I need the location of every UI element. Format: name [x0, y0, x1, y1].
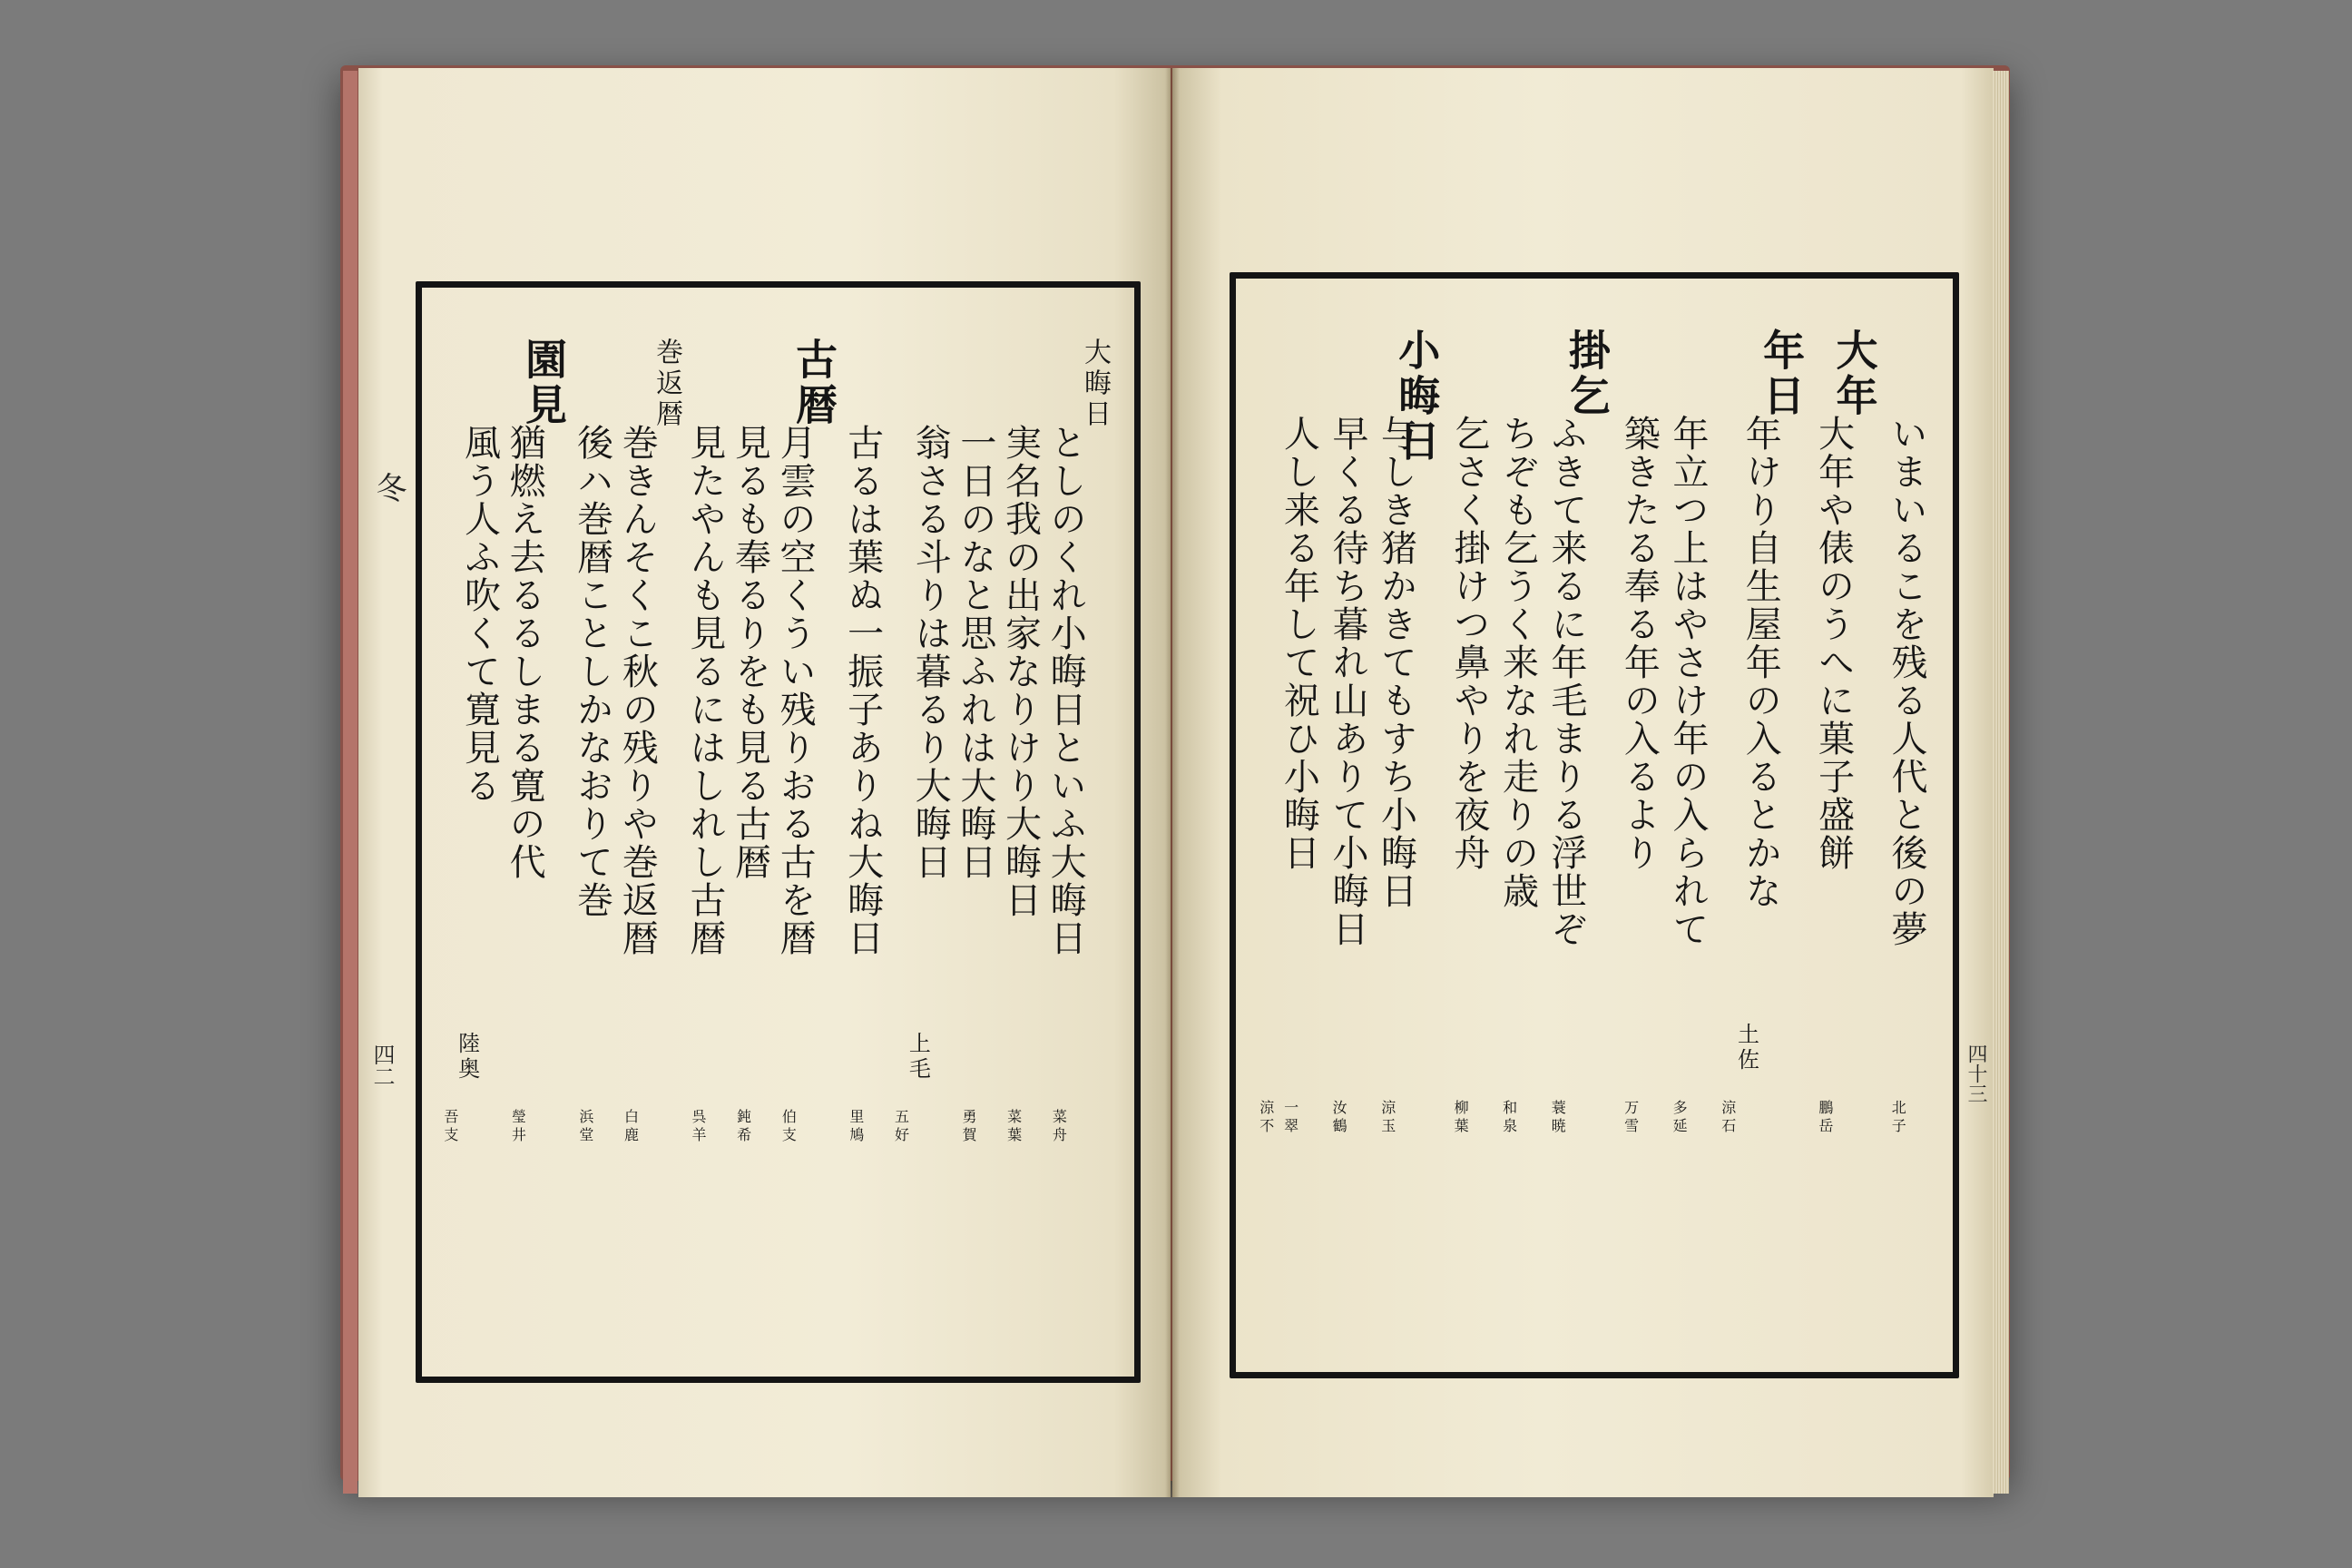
column-body: 築きたる奉る年の入るより	[1618, 415, 1661, 872]
column-author: 瑩井	[509, 1109, 527, 1145]
column-note: 上毛	[905, 1032, 931, 1083]
column-body: 巻きんそくこ秋の残りや巻返暦	[616, 424, 659, 957]
column-author: 北子	[1889, 1100, 1907, 1136]
column-body: 早くる待ち暮れ山ありて小晦日	[1326, 415, 1368, 948]
column-head: 園見	[519, 338, 568, 428]
column-author: 五好	[892, 1109, 910, 1145]
column-small: 大晦日	[1079, 338, 1111, 430]
column-body: 乞さく掛けつ鼻やりを夜舟	[1447, 415, 1490, 872]
left-margin-label: 冬	[370, 472, 407, 503]
column-author: 和泉	[1500, 1100, 1518, 1136]
column-author: 万雪	[1622, 1100, 1640, 1136]
column-body: 一日のなと思ふれは大晦日	[954, 424, 996, 881]
right-text-frame	[1230, 272, 1959, 1378]
column-head: 大年	[1829, 328, 1879, 419]
left-folio: 四二	[369, 1044, 395, 1087]
left-book-edge	[343, 71, 358, 1494]
column-small: 巻返暦	[651, 338, 683, 430]
column-author: 菜葉	[1004, 1109, 1023, 1145]
column-author: 里鳩	[847, 1109, 865, 1145]
column-author: 呉羊	[690, 1109, 707, 1145]
column-body: 見たやんも見るにはしれし古暦	[683, 424, 726, 957]
column-note: 土佐	[1733, 1023, 1759, 1073]
column-head: 古暦	[789, 338, 838, 428]
column-author: 柳葉	[1452, 1100, 1470, 1136]
column-note: 陸奥	[454, 1032, 480, 1083]
column-body: 翁さる斗りは暮るり大晦日	[909, 424, 952, 881]
column-body: 年立つ上はやさけ年の入られて	[1666, 415, 1709, 948]
column-author: 蓑暁	[1549, 1100, 1567, 1136]
column-body: 古るは葉ぬ一振子ありね大晦日	[841, 424, 884, 957]
column-body: いまいるこを残る人代と後の夢	[1886, 415, 1927, 948]
column-head: 掛乞	[1562, 328, 1612, 419]
column-body: 実名我の出家なりけり大晦日	[999, 424, 1042, 919]
column-body: 見るも奉るりをも見る古暦	[729, 424, 771, 881]
column-body: 大年や俵のうへに菓子盛餅	[1812, 415, 1855, 872]
column-author: 多延	[1671, 1100, 1689, 1136]
column-head: 小晦日	[1392, 328, 1442, 465]
column-author: 涼石	[1719, 1100, 1737, 1136]
column-head: 年日	[1757, 328, 1807, 419]
column-body: としのくれ小晦日といふ大晦日	[1044, 424, 1087, 957]
column-body: ちぞも乞うく来なれ走りの歳	[1496, 415, 1539, 910]
column-body: 人し来る年して祝ひ小晦日	[1278, 415, 1320, 872]
column-author: 吾支	[441, 1109, 459, 1145]
column-author: 一翠	[1281, 1100, 1299, 1136]
column-author: 鈍希	[734, 1109, 752, 1145]
column-author: 涼玉	[1378, 1100, 1396, 1136]
column-author: 菜舟	[1050, 1109, 1068, 1145]
left-text-frame	[416, 281, 1141, 1383]
column-author: 鵬岳	[1816, 1100, 1834, 1136]
column-author: 汝鶴	[1330, 1100, 1348, 1136]
right-folio: 四十三	[1965, 1044, 1987, 1103]
book-gutter	[1165, 68, 1180, 1497]
column-author: 涼不	[1257, 1100, 1275, 1136]
column-author: 浜堂	[576, 1109, 594, 1145]
column-body: 年けり自生屋年の入るとかな	[1740, 415, 1782, 910]
column-body: 風う人ふ吹くて寛見る	[458, 424, 501, 805]
column-body: 月雲の空くうい残りおる古を暦	[774, 424, 817, 957]
column-body: 後ハ巻暦ことしかなおりて巻	[571, 424, 613, 919]
column-author: 白鹿	[622, 1109, 640, 1145]
column-author: 伯支	[779, 1109, 798, 1145]
column-body: 猶燃え去るるしまる寛の代	[504, 424, 546, 881]
column-author: 勇賀	[960, 1109, 977, 1145]
right-page-edge	[1993, 71, 2009, 1494]
column-body: 与しき猪かきてもすち小晦日	[1375, 415, 1417, 910]
column-body: ふきて来るに年毛まりる浮世ぞ	[1545, 415, 1587, 948]
